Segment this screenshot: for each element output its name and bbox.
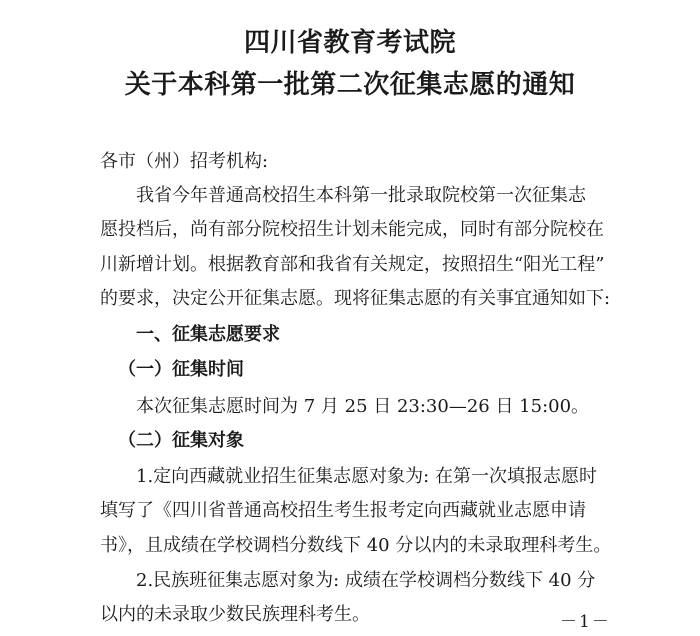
collection-time-text: 本次征集志愿时间为 7 月 25 日 23:30—26 日 15:00。 (136, 396, 590, 417)
paragraph-1-line-4: 的要求，决定公开征集志愿。现将征集志愿的有关事宜通知如下: (100, 288, 611, 309)
document-title-line-2: 关于本科第一批第二次征集志愿的通知 (124, 70, 576, 100)
item-2-line-1: 2.民族班征集志愿对象为: 成绩在学校调档分数线下 40 分 (136, 570, 596, 591)
section-1-heading: 一、征集志愿要求 (136, 324, 280, 345)
item-1-line-2: 填写了《四川省普通高校招生考生报考定向西藏就业志愿申请 (100, 500, 586, 521)
subsection-1-heading: （一）征集时间 (118, 359, 244, 380)
paragraph-1-line-2: 愿投档后，尚有部分院校招生计划未能完成，同时有部分院校在 (100, 219, 604, 240)
document-title-line-1: 四川省教育考试院 (243, 28, 456, 58)
paragraph-1-line-3: 川新增计划。根据教育部和我省有关规定，按照招生“阳光工程” (100, 254, 605, 275)
subsection-2-heading: （二）征集对象 (118, 430, 244, 451)
paragraph-1-line-1: 我省今年普通高校招生本科第一批录取院校第一次征集志 (136, 185, 586, 206)
item-1-line-3: 书》，且成绩在学校调档分数线下 40 分以内的未录取理科考生。 (100, 535, 612, 556)
salutation: 各市（州）招考机构: (100, 151, 269, 172)
page-number: －1－ (560, 612, 611, 632)
item-2-line-2: 以内的未录取少数民族理科考生。 (100, 604, 370, 625)
item-1-line-1: 1.定向西藏就业招生征集志愿对象为: 在第一次填报志愿时 (136, 466, 597, 487)
